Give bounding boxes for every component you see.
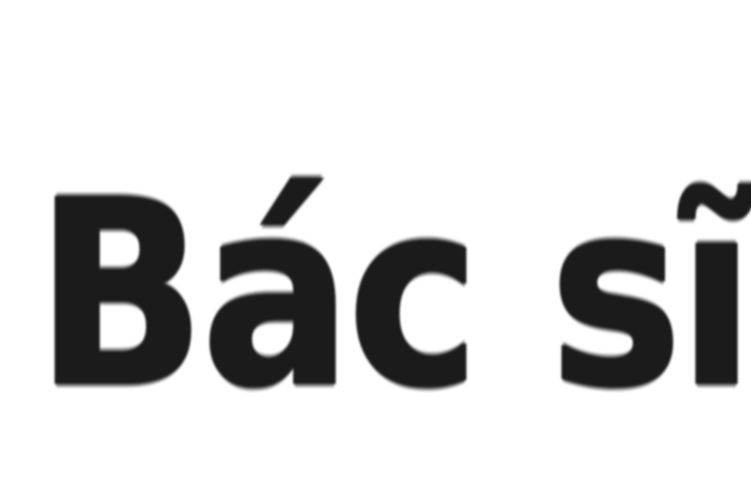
word-text: Bác sĩ xyxy=(36,145,751,445)
